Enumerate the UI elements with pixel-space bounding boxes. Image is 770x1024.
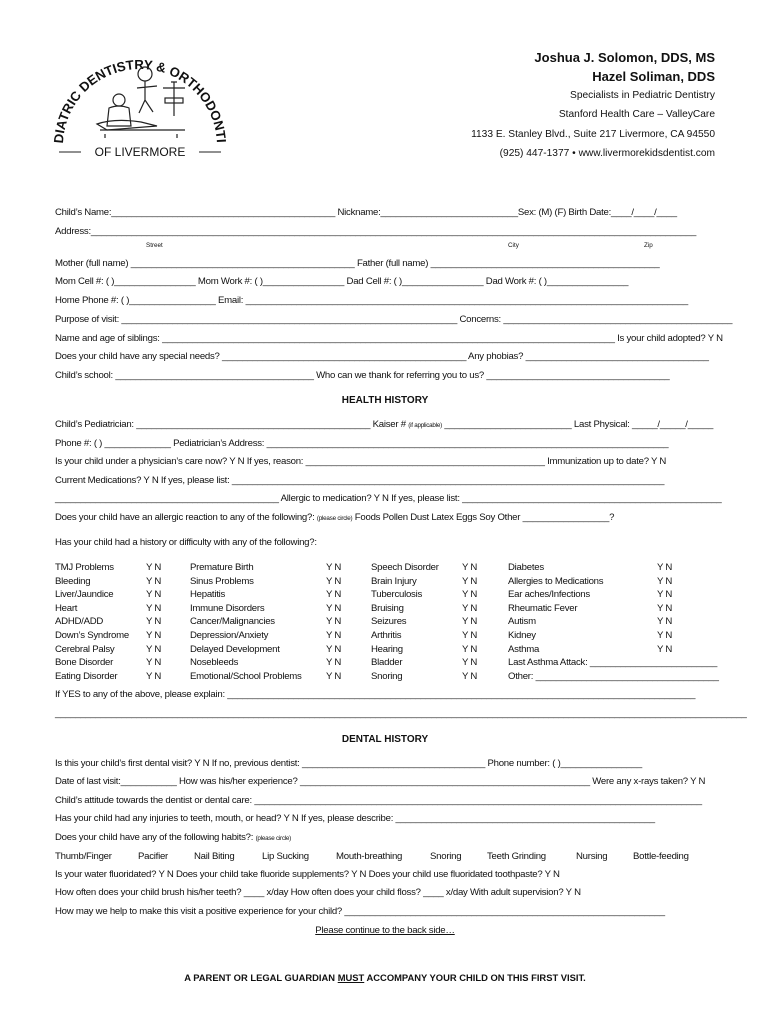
medications-line[interactable]: Current Medications? Y N If yes, please list: _____________________________________________________________________________________ bbox=[55, 475, 665, 486]
habit-option[interactable]: Bottle-feeding bbox=[633, 851, 689, 862]
home-phone-email-line[interactable]: Home Phone #: ( )_________________ Email: _______________________________________________________________________________________ bbox=[55, 295, 689, 306]
habit-option[interactable]: Lip Sucking bbox=[262, 851, 309, 862]
condition-label: Heart bbox=[55, 602, 78, 614]
pediatrician-label: Child’s Pediatrician: ______________________________________________ Kaiser # bbox=[55, 419, 406, 430]
last-visit-line[interactable]: Date of last visit:___________ How was his/her experience? _________________________________________________________ Were any x-rays taken? Y N bbox=[55, 776, 706, 787]
physician-care-line[interactable]: Is your child under a physician’s care now? Y N If yes, reason: _______________________________________________ Immunization up to date? Y N bbox=[55, 456, 667, 467]
please-circle-note: (please circle) bbox=[316, 515, 353, 522]
dental-history-title: DENTAL HISTORY bbox=[341, 734, 429, 745]
condition-label: Liver/Jaundice bbox=[55, 589, 114, 601]
condition-label: Arthritis bbox=[371, 630, 402, 641]
condition-yes-no[interactable]: Y N bbox=[326, 562, 342, 573]
kaiser-note: (if applicable) bbox=[408, 422, 442, 429]
practice-contact bbox=[471, 144, 715, 163]
brushing-line[interactable]: How often does your child brush his/her teeth? ____ x/day How often does your child floss? ____ x/day With adult supervision? Y N bbox=[55, 887, 581, 898]
condition-label: Diabetes bbox=[508, 562, 544, 573]
habit-option[interactable]: Mouth-breathing bbox=[336, 851, 403, 862]
practice-logo bbox=[45, 38, 235, 163]
habit-option[interactable]: Thumb/Finger bbox=[55, 851, 112, 862]
habits-question bbox=[55, 832, 291, 843]
condition-label: Bruising bbox=[371, 602, 404, 614]
habit-option[interactable]: Snoring bbox=[430, 851, 462, 862]
condition-label: Ear aches/Infections bbox=[508, 589, 590, 601]
condition-yes-no[interactable]: Y N bbox=[657, 643, 673, 655]
condition-yes-no[interactable]: Y N bbox=[657, 630, 673, 641]
condition-label: Delayed Development bbox=[190, 643, 280, 655]
condition-label: Speech Disorder bbox=[371, 562, 439, 573]
condition-yes-no[interactable]: Y N bbox=[462, 616, 478, 628]
condition-yes-no[interactable]: Y N bbox=[146, 562, 162, 573]
condition-yes-no[interactable]: Y N bbox=[326, 602, 342, 614]
guardian-notice-part1: A PARENT OR LEGAL GUARDIAN bbox=[184, 972, 338, 983]
condition-label: Cerebral Palsy bbox=[55, 643, 115, 655]
condition-yes-no[interactable]: Y N bbox=[146, 630, 162, 641]
condition-label: Down’s Syndrome bbox=[55, 630, 129, 641]
condition-yes-no[interactable]: Y N bbox=[146, 602, 162, 614]
condition-label: Allergies to Medications bbox=[508, 575, 604, 587]
condition-label: ADHD/ADD bbox=[55, 616, 104, 628]
condition-yes-no[interactable]: Y N bbox=[326, 589, 342, 601]
continue-note: Please continue to the back side… bbox=[315, 925, 455, 936]
condition-label: Nosebleeds bbox=[190, 657, 239, 669]
condition-yes-no[interactable]: Y N bbox=[462, 643, 478, 655]
condition-label: Brain Injury bbox=[371, 575, 417, 587]
parent-phones-line[interactable]: Mom Cell #: ( )________________ Mom Work #: ( )________________ Dad Cell #: ( )________________ Dad Work #: ( )________________ bbox=[55, 276, 629, 287]
condition-label: Asthma bbox=[508, 643, 540, 655]
condition-label: Eating Disorder bbox=[55, 670, 118, 682]
siblings-line[interactable]: Name and age of siblings: _________________________________________________________________________________________ Is your child adopted? Y N bbox=[55, 333, 723, 344]
condition-label: Hearing bbox=[371, 643, 403, 655]
address-zip-label: Zip bbox=[644, 242, 653, 249]
condition-label: Emotional/School Problems bbox=[190, 670, 302, 682]
parents-line[interactable]: Mother (full name) ____________________________________________ Father (full name) _____________________________________________ bbox=[55, 258, 660, 269]
fluoride-line[interactable]: Is your water fluoridated? Y N Does your child take fluoride supplements? Y N Does your child use fluoridated toothpaste? Y N bbox=[55, 869, 560, 880]
explain-line-2[interactable]: ________________________________________________________________________________________________________________________________________ bbox=[55, 708, 747, 719]
condition-yes-no[interactable]: Y N bbox=[462, 630, 478, 641]
positive-experience-line[interactable]: How may we help to make this visit a positive experience for your child? _______________________________________________________________ bbox=[55, 906, 665, 917]
condition-yes-no[interactable]: Y N bbox=[326, 575, 342, 587]
condition-label: Bladder bbox=[371, 657, 403, 669]
explain-line[interactable]: If YES to any of the above, please explain: ____________________________________________________________________________________________ bbox=[55, 689, 696, 700]
allergic-reaction-label: Does your child have an allergic reaction to any of the following?: bbox=[55, 512, 315, 523]
address-city-label: City bbox=[508, 242, 519, 249]
condition-label: Depression/Anxiety bbox=[190, 630, 269, 641]
condition-yes-no[interactable]: Y N bbox=[462, 670, 478, 682]
last-physical-label: _________________________ Last Physical: _____/_____/_____ bbox=[444, 419, 714, 430]
pediatrician-line[interactable] bbox=[55, 419, 713, 430]
condition-label: Bleeding bbox=[55, 575, 91, 587]
practice-address: 1133 E. Stanley Blvd., Suite 217 Livermore, CA 94550 bbox=[471, 128, 715, 140]
logo-bottom-text: OF LIVERMORE bbox=[94, 145, 186, 159]
condition-yes-no[interactable]: Y N bbox=[657, 602, 673, 614]
condition-yes-no[interactable]: Y N bbox=[146, 589, 162, 601]
habits-circle-note: (please circle) bbox=[255, 835, 292, 842]
condition-label: Snoring bbox=[371, 670, 403, 682]
guardian-notice-part2: ACCOMPANY YOUR CHILD ON THIS FIRST VISIT. bbox=[364, 972, 586, 983]
condition-yes-no[interactable]: Y N bbox=[326, 630, 342, 641]
guardian-notice bbox=[0, 972, 770, 983]
condition-yes-no[interactable]: Y N bbox=[326, 657, 342, 669]
school-line[interactable]: Child’s school: _______________________________________ Who can we thank for referring you to us? ____________________________________ bbox=[55, 370, 670, 381]
practice-info bbox=[471, 48, 715, 163]
practice-phone: (925) 447-1377 bbox=[499, 147, 570, 159]
habit-option[interactable]: Pacifier bbox=[138, 851, 168, 862]
allergen-options: Foods Pollen Dust Latex Eggs Soy Other _________________? bbox=[354, 512, 615, 523]
logo-arc-text: DIATRIC DENTISTRY & ORTHODONTI bbox=[50, 56, 229, 144]
allergic-medication-line[interactable]: ____________________________________________ Allergic to medication? Y N If yes, please list: ___________________________________________________ bbox=[55, 493, 722, 504]
address-street-label: Street bbox=[146, 242, 163, 249]
condition-label: Autism bbox=[508, 616, 536, 628]
condition-label: TMJ Problems bbox=[55, 562, 114, 573]
special-needs-line[interactable]: Does your child have any special needs? ________________________________________________ Any phobias? ____________________________________ bbox=[55, 351, 709, 362]
bullet-icon: • bbox=[572, 147, 579, 159]
child-name-line[interactable]: Child’s Name:____________________________________________ Nickname:___________________________Sex: (M) (F) Birth Date:____/____/____ bbox=[55, 207, 677, 218]
condition-label: Bone Disorder bbox=[55, 657, 114, 669]
history-question: Has your child had a history or difficulty with any of the following?: bbox=[55, 537, 317, 548]
practice-affiliation: Stanford Health Care – ValleyCare bbox=[558, 109, 715, 121]
condition-yes-no[interactable]: Y N bbox=[462, 657, 478, 669]
condition-yes-no[interactable]: Y N bbox=[657, 589, 673, 601]
guardian-notice-must: MUST bbox=[337, 972, 365, 983]
practice-website[interactable]: www.livermorekidsdentist.com bbox=[578, 147, 715, 159]
condition-yes-no[interactable]: Y N bbox=[326, 616, 342, 628]
logo-graphic bbox=[45, 38, 235, 163]
last-asthma-attack-line[interactable]: Last Asthma Attack: _________________________ bbox=[508, 657, 718, 669]
condition-label: Rheumatic Fever bbox=[508, 602, 578, 614]
condition-yes-no[interactable]: Y N bbox=[462, 562, 478, 573]
condition-label: Immune Disorders bbox=[190, 602, 265, 614]
condition-yes-no[interactable]: Y N bbox=[657, 562, 673, 573]
first-visit-line[interactable]: Is this your child’s first dental visit? Y N If no, previous dentist: ____________________________________ Phone number: ( )________________ bbox=[55, 758, 642, 769]
condition-yes-no[interactable]: Y N bbox=[326, 643, 342, 655]
condition-yes-no[interactable]: Y N bbox=[657, 616, 673, 628]
condition-yes-no[interactable]: Y N bbox=[462, 575, 478, 587]
condition-yes-no[interactable]: Y N bbox=[146, 643, 162, 655]
condition-yes-no[interactable]: Y N bbox=[326, 670, 342, 682]
condition-label: Sinus Problems bbox=[190, 575, 254, 587]
doctor-name-2: Hazel Soliman, DDS bbox=[592, 69, 715, 84]
health-history-title: HEALTH HISTORY bbox=[341, 395, 429, 406]
other-condition-line[interactable]: Other: ____________________________________ bbox=[508, 670, 719, 682]
allergic-reaction-line[interactable] bbox=[55, 512, 614, 523]
condition-yes-no[interactable]: Y N bbox=[657, 575, 673, 587]
condition-label: Cancer/Malignancies bbox=[190, 616, 275, 628]
habit-option[interactable]: Nail Biting bbox=[194, 851, 235, 862]
condition-yes-no[interactable]: Y N bbox=[146, 670, 162, 682]
condition-label: Tuberculosis bbox=[371, 589, 423, 601]
doctor-name-1: Joshua J. Solomon, DDS, MS bbox=[534, 50, 715, 65]
habits-label: Does your child have any of the following habits?: bbox=[55, 832, 254, 843]
habit-option[interactable]: Nursing bbox=[576, 851, 608, 862]
attitude-line[interactable]: Child’s attitude towards the dentist or dental care: ________________________________________________________________________________________ bbox=[55, 795, 702, 806]
condition-yes-no[interactable]: Y N bbox=[146, 657, 162, 669]
condition-yes-no[interactable]: Y N bbox=[146, 575, 162, 587]
injuries-line[interactable]: Has your child had any injuries to teeth, mouth, or head? Y N If yes, please describe: ___________________________________________________ bbox=[55, 813, 655, 824]
condition-label: Premature Birth bbox=[190, 562, 254, 573]
condition-yes-no[interactable]: Y N bbox=[462, 602, 478, 614]
condition-label: Kidney bbox=[508, 630, 536, 641]
practice-specialty: Specialists in Pediatric Dentistry bbox=[570, 90, 715, 101]
habit-option[interactable]: Teeth Grinding bbox=[487, 851, 546, 862]
address-line[interactable]: Address:_______________________________________________________________________________________________________________________ bbox=[55, 226, 697, 237]
purpose-line[interactable]: Purpose of visit: __________________________________________________________________ Concerns: _____________________________________________ bbox=[55, 314, 733, 325]
condition-label: Hepatitis bbox=[190, 589, 226, 601]
condition-yes-no[interactable]: Y N bbox=[462, 589, 478, 601]
condition-label: Seizures bbox=[371, 616, 407, 628]
condition-yes-no[interactable]: Y N bbox=[146, 616, 162, 628]
pediatrician-phone-line[interactable]: Phone #: ( ) _____________ Pediatrician’s Address: _______________________________________________________________________________ bbox=[55, 438, 669, 449]
